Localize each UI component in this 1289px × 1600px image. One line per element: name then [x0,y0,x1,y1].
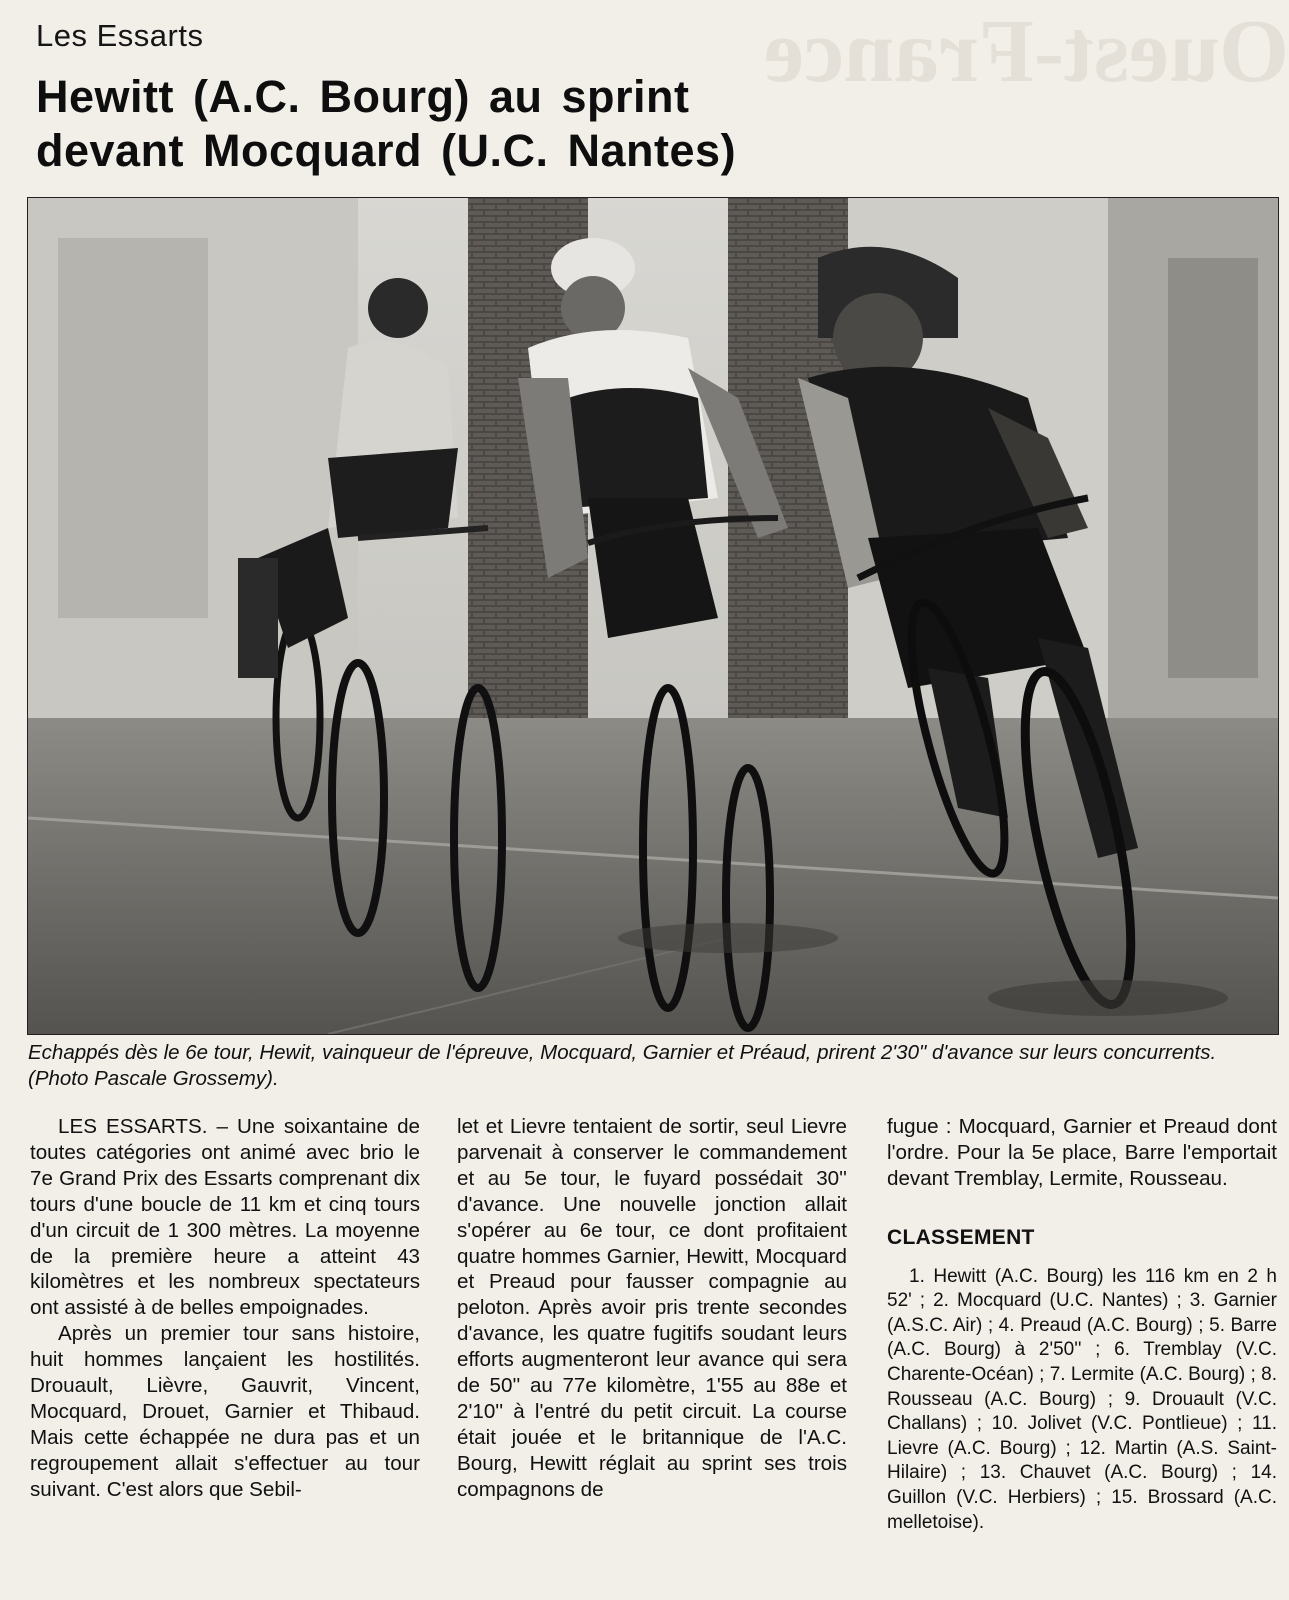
race-photo-illustration [28,198,1278,1034]
article-kicker: Les Essarts [36,18,204,53]
bleed-through-texture: Ouest-France [764,2,1289,101]
photo-caption: Echappés dès le 6e tour, Hewit, vainqueur de l'épreuve, Mocquard, Garnier et Préaud, prirent 2'30" d'avance sur leurs concurrents. (Photo Pascale Grossemy). [28,1041,1217,1090]
paragraph-continuation: let et Lievre tentaient de sortir, seul Lievre parvenait à conserver le commandement et au 5e tour, le fuyard possédait 30'' d'avance. Une nouvelle jonction allait s'opérer au 6e tour, ce dont profitaient quatre hommes Garnier, Hewitt, Mocquard et Preaud pour fausser compagnie au peloton. Après avoir pris trente secondes d'avance, les quatre fugitifs soudant leurs efforts augmenteront leur avance qui sera de 50'' au 77e kilomètre, 1'55 au 88e et 2'10'' à l'entré du petit circuit. La course était jouée et le britannique de l'A.C. Bourg, Hewitt réglait au sprint ses trois compagnons de [457,1115,847,1501]
paragraph-conclusion: fugue : Mocquard, Garnier et Preaud dont l'ordre. Pour la 5e place, Barre l'emportait devant Tremblay, Lermite, Rousseau. [887,1115,1277,1190]
classement-results: 1. Hewitt (A.C. Bourg) les 116 km en 2 h 52' ; 2. Mocquard (U.C. Nantes) ; 3. Garnier (A.S.C. Air) ; 4. Preaud (A.C. Bourg) ; 5. Barre (A.C. Bourg) à 2'50'' ; 6. Tremblay (V.C. Charente-Océan) ; 7. Lermite (A.C. Bourg) ; 8. Rousseau (A.C. Bourg) ; 9. Drouault (V.C. Challans) ; 10. Jolivet (V.C. Pontlieue) ; 11. Lievre (A.C. Bourg) ; 12. Martin (A.S. Saint-Hilaire) ; 13. Chauvet (A.C. Bourg) ; 14. Guillon (V.C. Herbiers) ; 15. Brossard (A.C. melletoise). [887,1265,1277,1533]
article-column-1 [30,1114,420,1503]
article-column-3 [887,1114,1277,1535]
article-column-2 [457,1114,847,1503]
race-photo [27,197,1279,1035]
headline-line-1: Hewitt (A.C. Bourg) au sprint [36,71,690,122]
article-headline [36,70,836,178]
headline-line-2: devant Mocquard (U.C. Nantes) [36,125,737,176]
classement-heading: CLASSEMENT [887,1225,1035,1249]
paragraph-race: Après un premier tour sans histoire, huit hommes lançaient les hostilités. Drouault, Lièvre, Gauvrit, Vincent, Mocquard, Drouet, Garnier et Thibaud. Mais cette échappée ne dura pas et un regroupement allait s'effectuer au tour suivant. C'est alors que Sebil- [30,1322,420,1501]
paragraph-intro: LES ESSARTS. – Une soixantaine de toutes catégories ont animé avec brio le 7e Grand Prix des Essarts comprenant dix tours d'une boucle de 11 km et cinq tours d'un circuit de 1 300 mètres. La moyenne de la première heure a atteint 43 kilomètres et les nombreux spectateurs ont assisté à de belles empoignades. [30,1115,420,1320]
